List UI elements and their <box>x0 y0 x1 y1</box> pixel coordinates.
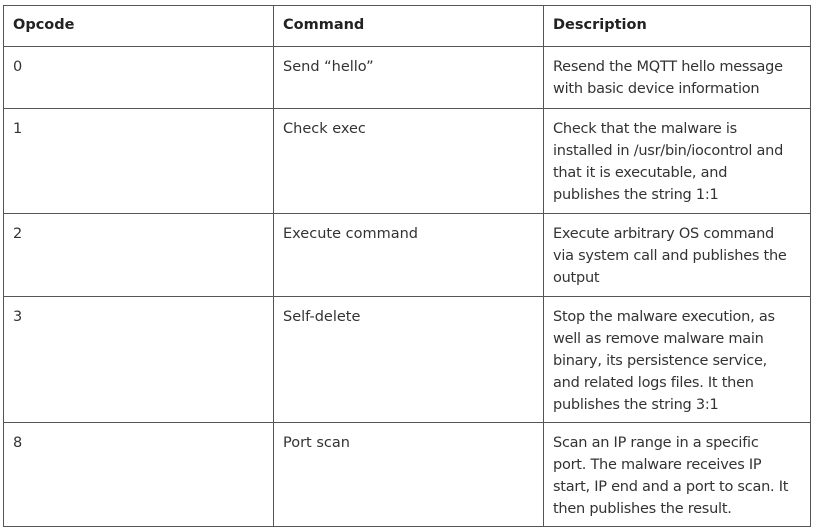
header-description: Description <box>544 6 811 47</box>
table-row <box>4 423 811 527</box>
description-line: installed in /usr/bin/iocontrol and <box>553 143 784 159</box>
description-line: publishes the string 3:1 <box>553 397 719 413</box>
header-opcode: Opcode <box>4 6 274 47</box>
description-line: Scan an IP range in a specific <box>553 435 759 451</box>
description-line: port. The malware receives IP <box>553 457 762 473</box>
header-command: Command <box>274 6 544 47</box>
opcode-cell: 8 <box>4 423 274 527</box>
command-cell: Send “hello” <box>274 47 544 109</box>
table-row <box>4 109 811 214</box>
description-line: well as remove malware main <box>553 331 764 347</box>
opcode-cell: 0 <box>4 47 274 109</box>
description-line: with basic device information <box>553 81 760 97</box>
header-row <box>4 6 811 47</box>
description-line: Execute arbitrary OS command <box>553 226 774 242</box>
command-cell: Self-delete <box>274 297 544 423</box>
description-line: start, IP end and a port to scan. It <box>553 479 789 495</box>
description-line: and related logs files. It then <box>553 375 754 391</box>
opcode-cell: 1 <box>4 109 274 214</box>
command-cell: Check exec <box>274 109 544 214</box>
description-line: Resend the MQTT hello message <box>553 59 783 75</box>
description-line: Check that the malware is <box>553 121 737 137</box>
description-line: binary, its persistence service, <box>553 353 768 369</box>
command-cell: Port scan <box>274 423 544 527</box>
table-row <box>4 214 811 297</box>
description-line: output <box>553 270 600 286</box>
command-cell: Execute command <box>274 214 544 297</box>
description-line: Stop the malware execution, as <box>553 309 775 325</box>
description-cell <box>544 47 811 109</box>
opcode-cell: 2 <box>4 214 274 297</box>
opcode-table <box>3 5 811 527</box>
description-cell <box>544 423 811 527</box>
table-row <box>4 297 811 423</box>
description-cell <box>544 109 811 214</box>
description-cell <box>544 214 811 297</box>
description-line: that it is executable, and <box>553 165 728 181</box>
description-cell <box>544 297 811 423</box>
table-row <box>4 47 811 109</box>
opcode-cell: 3 <box>4 297 274 423</box>
description-line: publishes the string 1:1 <box>553 187 719 203</box>
description-line: then publishes the result. <box>553 501 732 517</box>
description-line: via system call and publishes the <box>553 248 787 264</box>
